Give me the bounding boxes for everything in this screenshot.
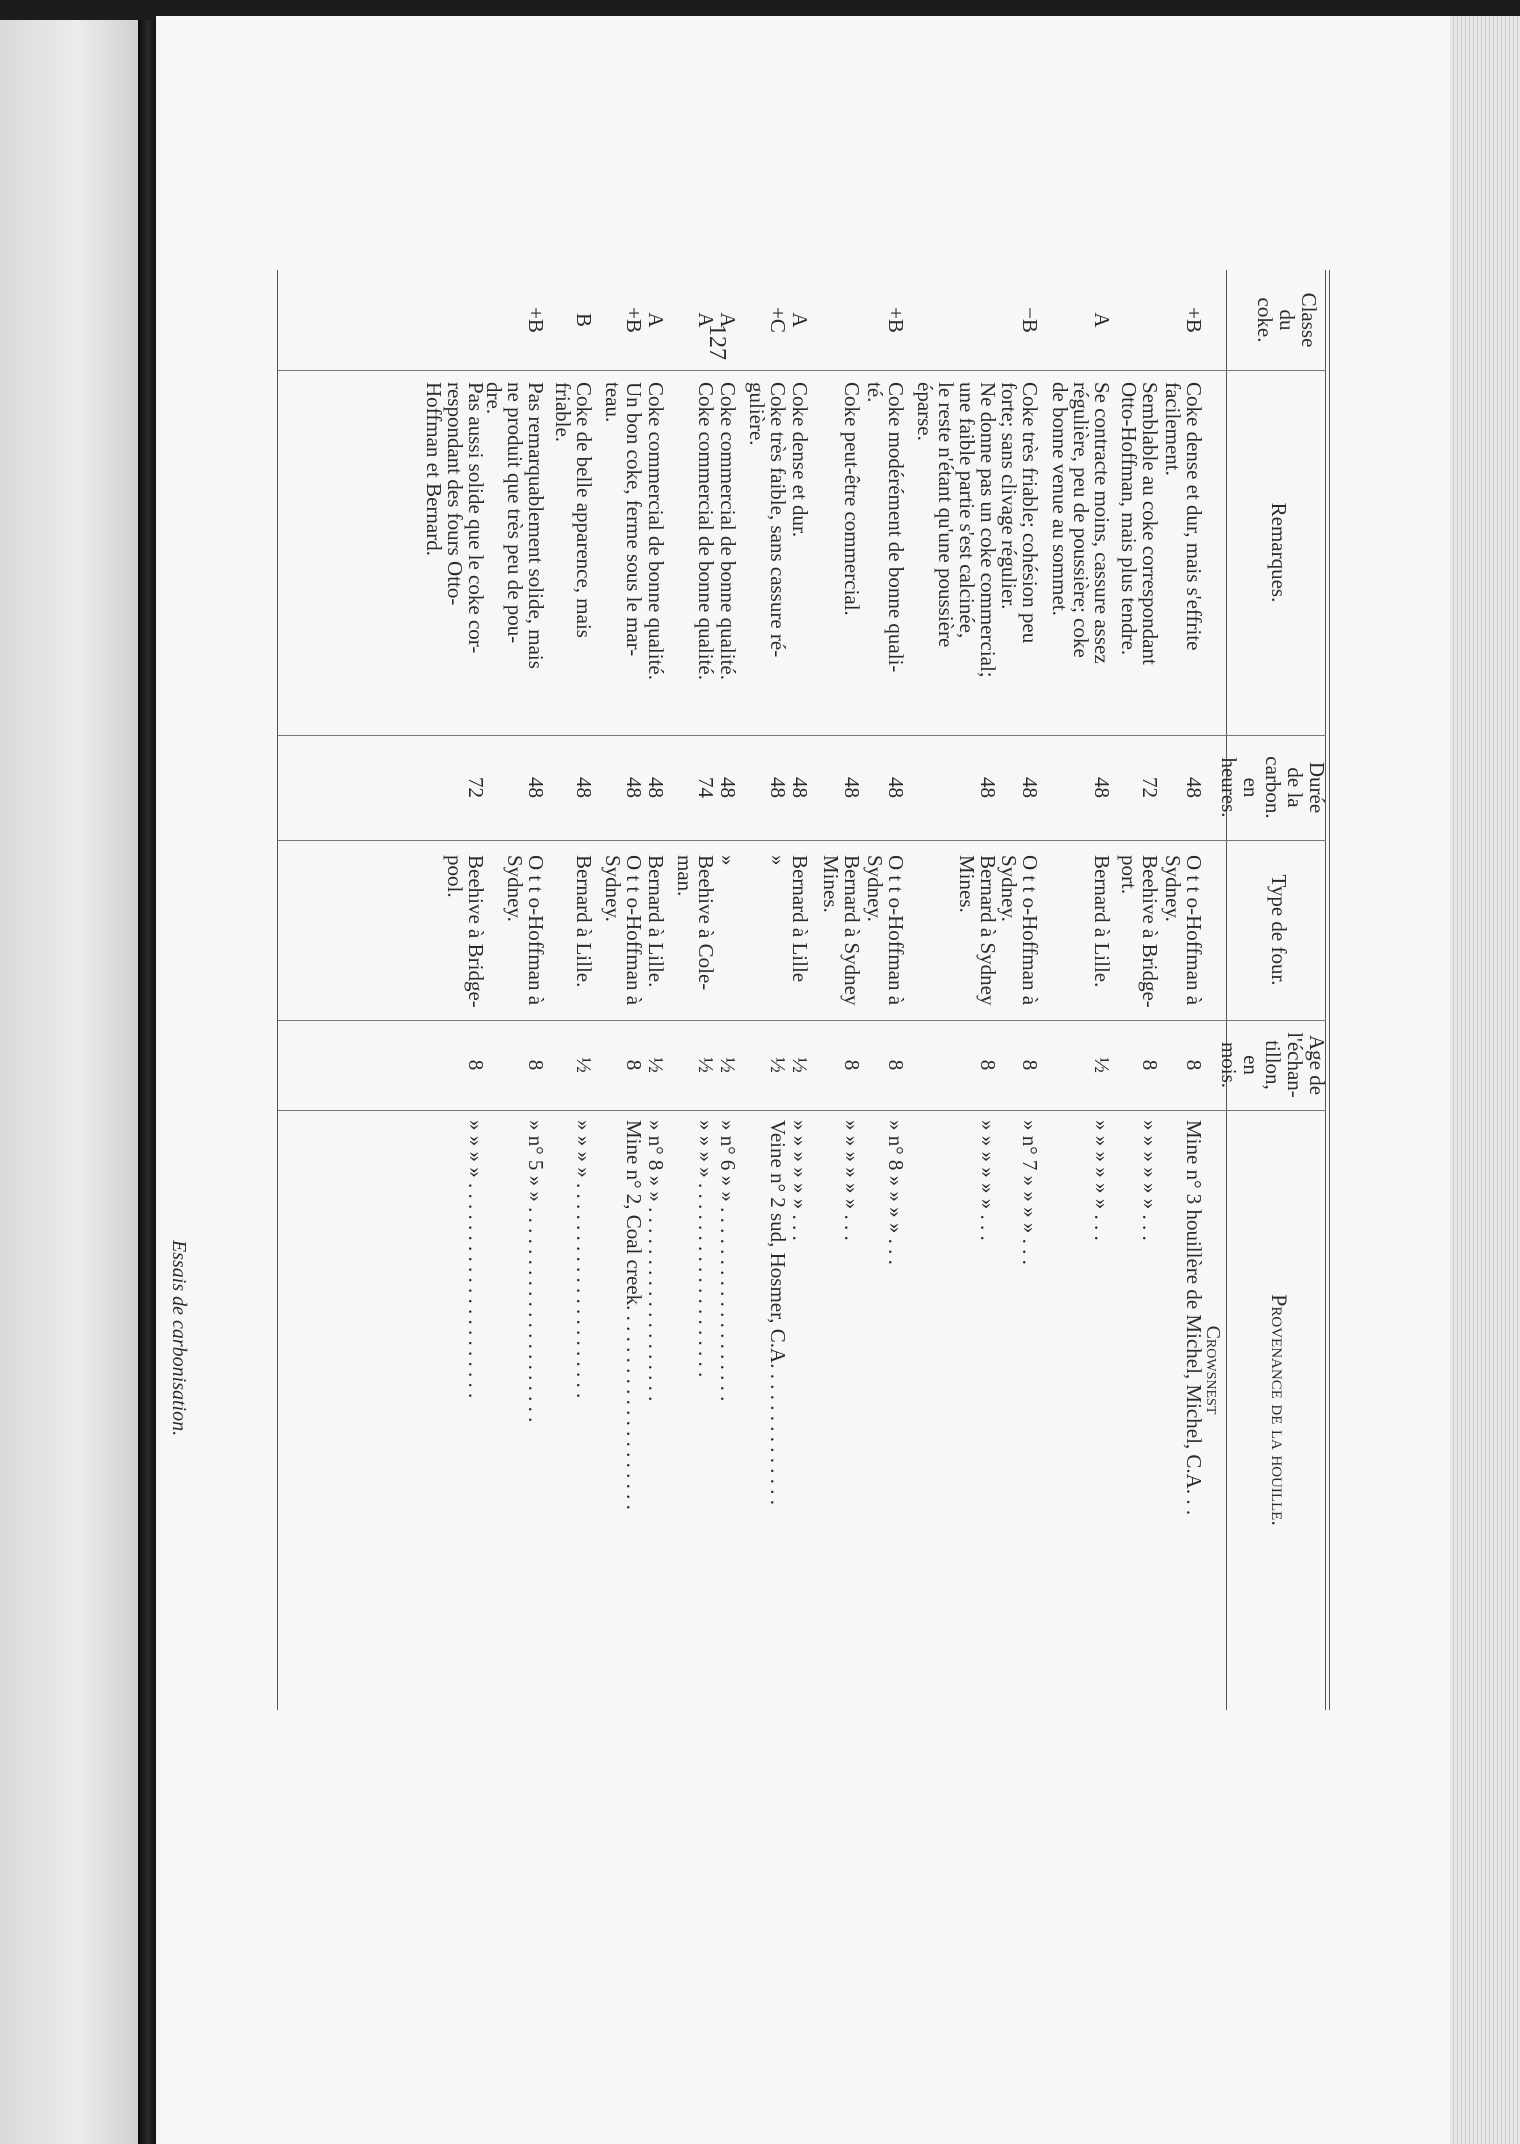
row-5-remarques: Coke modérément de bonne quali- té. bbox=[863, 382, 908, 673]
row-13-four: Bernard à Lille. bbox=[572, 855, 596, 988]
running-header: Essais de carbonisation. bbox=[168, 1240, 190, 1437]
row-1-four: Beehive à Bridge- port. bbox=[1117, 855, 1162, 1008]
row-14-remarques: Pas remarquablement solide, mais ne produit que très peu de pou- dre. bbox=[482, 382, 548, 669]
table-bottom-rule bbox=[277, 270, 278, 1710]
row-9-classe: A bbox=[716, 312, 740, 328]
header-provenance: Provenance de la houille. bbox=[1267, 1294, 1292, 1526]
row-4-four: Bernard à Sydney Mines. bbox=[955, 855, 1000, 1006]
row-2-age: ½ bbox=[1090, 1057, 1114, 1073]
row-0-remarques: Coke dense et dur, mais s'effrite facilement. bbox=[1161, 382, 1206, 651]
row-12-provenance: Mine n° 2, Coal creek. . . . . . . . . . . . . . . . . . . . bbox=[622, 1120, 646, 1510]
table-top-rule bbox=[1329, 270, 1330, 1710]
row-1-duree: 72 bbox=[1138, 777, 1162, 798]
row-0-classe: +B bbox=[1182, 307, 1206, 333]
row-15-four: Beehive à Bridge- pool. bbox=[443, 855, 488, 1008]
row-5-age: 8 bbox=[884, 1059, 908, 1071]
col-sep-duree bbox=[278, 840, 1326, 841]
page-stack-edge bbox=[1450, 16, 1520, 2144]
row-4-duree: 48 bbox=[976, 777, 1000, 798]
row-6-remarques: Coke peut-être commercial. bbox=[840, 382, 864, 616]
row-5-classe: +B bbox=[884, 307, 908, 333]
row-9-duree: 48 bbox=[716, 777, 740, 798]
row-10-duree: 74 bbox=[694, 777, 718, 798]
table-top-rule-double bbox=[1325, 270, 1326, 1710]
row-6-four: Bernard à Sydney Mines. bbox=[819, 855, 864, 1006]
row-0-age: 8 bbox=[1182, 1059, 1206, 1071]
row-9-age: ½ bbox=[716, 1057, 740, 1073]
left-page-edge bbox=[0, 20, 142, 2144]
row-15-remarques: Pas aussi solide que le coke cor- respondant des fours Otto- Hoffman et Bernard. bbox=[422, 382, 488, 654]
row-5-provenance: » n° 8 » » » » . . . bbox=[884, 1120, 908, 1265]
row-13-classe: B bbox=[572, 312, 596, 327]
row-8-age: ½ bbox=[766, 1057, 790, 1073]
row-3-four: O t t o-Hoffman à Sydney. bbox=[997, 855, 1042, 1006]
col-sep-classe bbox=[278, 370, 1326, 371]
row-4-provenance: » » » » » » . . . bbox=[976, 1120, 1000, 1241]
row-14-provenance: » n° 5 » » . . . . . . . . . . . . . . . . . . . . . bbox=[524, 1120, 548, 1423]
rotated-table-page bbox=[168, 270, 1330, 1790]
row-13-remarques: Coke de belle apparence, mais friable. bbox=[551, 382, 596, 638]
row-12-age: 8 bbox=[622, 1059, 646, 1071]
col-sep-age bbox=[278, 1110, 1326, 1111]
row-7-provenance: » » » » » » . . . bbox=[788, 1120, 812, 1241]
row-6-age: 8 bbox=[840, 1059, 864, 1071]
row-3-provenance: » n° 7 » » » » . . . bbox=[1018, 1120, 1042, 1265]
row-7-remarques: Coke dense et dur. bbox=[788, 382, 812, 538]
row-1-provenance: » » » » » » . . . bbox=[1138, 1120, 1162, 1241]
row-6-provenance: » » » » » » . . . bbox=[840, 1120, 864, 1241]
row-2-provenance: » » » » » » . . . bbox=[1090, 1120, 1114, 1241]
row-14-classe: +B bbox=[524, 307, 548, 333]
group-heading: Crowsnest bbox=[1202, 1325, 1224, 1415]
row-12-four: O t t o-Hoffman à Sydney. bbox=[601, 855, 646, 1006]
header-remarques: Remarques. bbox=[1267, 502, 1291, 603]
row-14-age: 8 bbox=[524, 1059, 548, 1071]
row-8-provenance: Veine n° 2 sud, Hosmer, C.A. . . . . . . . . . . . . . bbox=[766, 1120, 790, 1505]
row-5-four: O t t o-Hoffman à Sydney. bbox=[863, 855, 908, 1006]
row-2-classe: A bbox=[1090, 312, 1114, 328]
row-15-duree: 72 bbox=[464, 777, 488, 798]
row-9-four: » bbox=[716, 855, 740, 866]
row-9-provenance: » n° 6 » » . . . . . . . . . . . . . . . . . . . bbox=[716, 1120, 740, 1402]
row-1-age: 8 bbox=[1138, 1059, 1162, 1071]
header-duree: Durée de la carbon. en heures. bbox=[1217, 756, 1329, 819]
row-0-provenance: Mine n° 3 houillère de Michel, Michel, C.A. . . bbox=[1182, 1120, 1206, 1516]
header-bottom-rule bbox=[1226, 270, 1227, 1710]
row-7-classe: A bbox=[788, 312, 812, 328]
row-10-remarques: Coke commercial de bonne qualité. bbox=[694, 382, 718, 680]
row-13-age: ½ bbox=[572, 1057, 596, 1073]
row-3-remarques: Coke très friable; cohésion peu forte; sans clivage régulier. bbox=[997, 382, 1042, 644]
row-4-remarques: Ne donne pas un coke commercial; une faible partie s'est calcinée, le reste n'étant qu'une poussière éparse. bbox=[913, 382, 1000, 678]
row-0-duree: 48 bbox=[1182, 777, 1206, 798]
row-8-classe: +C bbox=[766, 307, 790, 333]
row-11-duree: 48 bbox=[644, 777, 668, 798]
row-11-classe: A bbox=[644, 312, 668, 328]
row-2-duree: 48 bbox=[1090, 777, 1114, 798]
row-10-classe: A bbox=[694, 312, 718, 328]
row-11-four: Bernard à Lille. bbox=[644, 855, 668, 988]
row-14-four: O t t o-Hoffman à Sydney. bbox=[503, 855, 548, 1006]
row-3-classe: −B bbox=[1018, 307, 1042, 333]
row-3-age: 8 bbox=[1018, 1059, 1042, 1071]
book-spine bbox=[138, 20, 158, 2144]
row-8-four: » bbox=[766, 855, 790, 866]
row-15-age: 8 bbox=[464, 1059, 488, 1071]
row-11-remarques: Coke commercial de bonne qualité. bbox=[644, 382, 668, 680]
row-13-duree: 48 bbox=[572, 777, 596, 798]
header-age: Age de l'échan- tillon, en mois. bbox=[1217, 1032, 1329, 1098]
row-11-age: ½ bbox=[644, 1057, 668, 1073]
row-1-remarques: Semblable au coke correspondant Otto-Hoffman, mais plus tendre. bbox=[1117, 382, 1162, 665]
row-7-four: Bernard à Lille bbox=[788, 855, 812, 983]
row-2-remarques: Se contracte moins, cassure assez régulière, peu de poussière; coke de bonne venue au sommet. bbox=[1048, 382, 1114, 664]
row-12-remarques: Un bon coke, ferme sous le mar- teau. bbox=[601, 382, 646, 657]
row-7-age: ½ bbox=[788, 1057, 812, 1073]
page-number: 127 bbox=[704, 324, 730, 360]
row-14-duree: 48 bbox=[524, 777, 548, 798]
row-9-remarques: Coke commercial de bonne qualité. bbox=[716, 382, 740, 680]
row-7-duree: 48 bbox=[788, 777, 812, 798]
row-12-classe: +B bbox=[622, 307, 646, 333]
row-13-provenance: » » » » . . . . . . . . . . . . . . . . . . . . . bbox=[572, 1120, 596, 1399]
row-2-four: Bernard à Lille. bbox=[1090, 855, 1114, 988]
row-15-provenance: » » » » . . . . . . . . . . . . . . . . . . . . . bbox=[464, 1120, 488, 1399]
row-3-duree: 48 bbox=[1018, 777, 1042, 798]
row-6-duree: 48 bbox=[840, 777, 864, 798]
row-12-duree: 48 bbox=[622, 777, 646, 798]
row-5-duree: 48 bbox=[884, 777, 908, 798]
row-10-provenance: » » » » . . . . . . . . . . . . . . . . . . . bbox=[694, 1120, 718, 1378]
header-classe: Classe du coke. bbox=[1253, 292, 1321, 348]
row-0-four: O t t o-Hoffman à Sydney. bbox=[1161, 855, 1206, 1006]
row-11-provenance: » n° 8 » » . . . . . . . . . . . . . . . . . . . bbox=[644, 1120, 668, 1402]
header-four: Type de four. bbox=[1267, 874, 1291, 986]
row-4-age: 8 bbox=[976, 1059, 1000, 1071]
row-10-four: Beehive à Cole- man. bbox=[673, 855, 718, 991]
row-8-remarques: Coke très faible, sans cassure ré- gulière. bbox=[745, 382, 790, 658]
row-8-duree: 48 bbox=[766, 777, 790, 798]
row-10-age: ½ bbox=[694, 1057, 718, 1073]
